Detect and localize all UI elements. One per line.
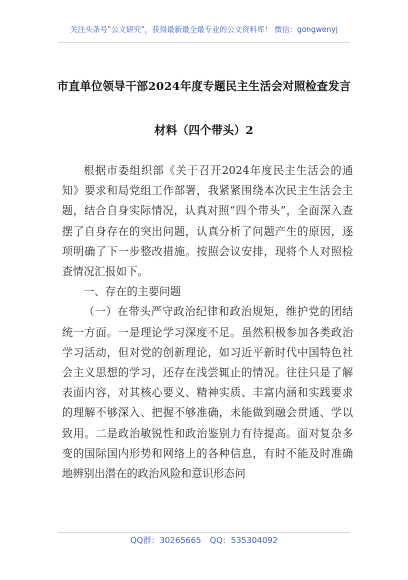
footer-divider: [58, 532, 350, 533]
body-paragraph-intro: 根据市委组织部《关于召开2024年度民主生活会的通知》要求和局党组工作部署，我紧紧围绕本次民主生活会主题，结合自身实际情况，认真对照“四个带头”，全面深入查摆了自身存在的突出问题，认真分析了问题产生的原因，逐项明确了下一步整改措施。按照会议安排，现将个人对照检查情况汇报如下。: [62, 164, 353, 279]
header-banner: 关注头条号"公文研究"，获得最新最全最专业的公文资料库！ 微信：gongwenyj: [70, 25, 338, 34]
header-divider: [58, 42, 350, 43]
body-paragraph-section-1: （一）在带头严守政治纪律和政治规矩，维护党的团结统一方面。一是理论学习深度不足。虽然积极参加各类政治学习活动，但对党的创新理论，如习近平新时代中国特色社会主义思想的学习，还存在浅尝辄止的情况。往往只是了解表面内容，对其核心要义、精神实质、丰富内涵和实践要求的理解不够深入、把握不够准确，未能做到融会贯通、学以致用。二是政治敏锐性和政治鉴别力有待提高。面对复杂多变的国际国内形势和网络上的各种信息，有时不能及时准确地辨别出潜在的政治风险和意识形态问: [62, 305, 353, 481]
footer-qq-group: QQ群：30265665: [130, 535, 202, 545]
section-heading: 一、存在的主要问题: [83, 285, 181, 299]
footer-qq: QQ：535304092: [209, 535, 278, 545]
document-title-line-1: 市直单位领导干部2024年度专题民主生活会对照检查发言: [57, 79, 351, 93]
footer-contact: [0, 535, 408, 546]
document-body: [62, 161, 353, 484]
document-title-line-2: 材料（四个带头）2: [154, 123, 254, 137]
